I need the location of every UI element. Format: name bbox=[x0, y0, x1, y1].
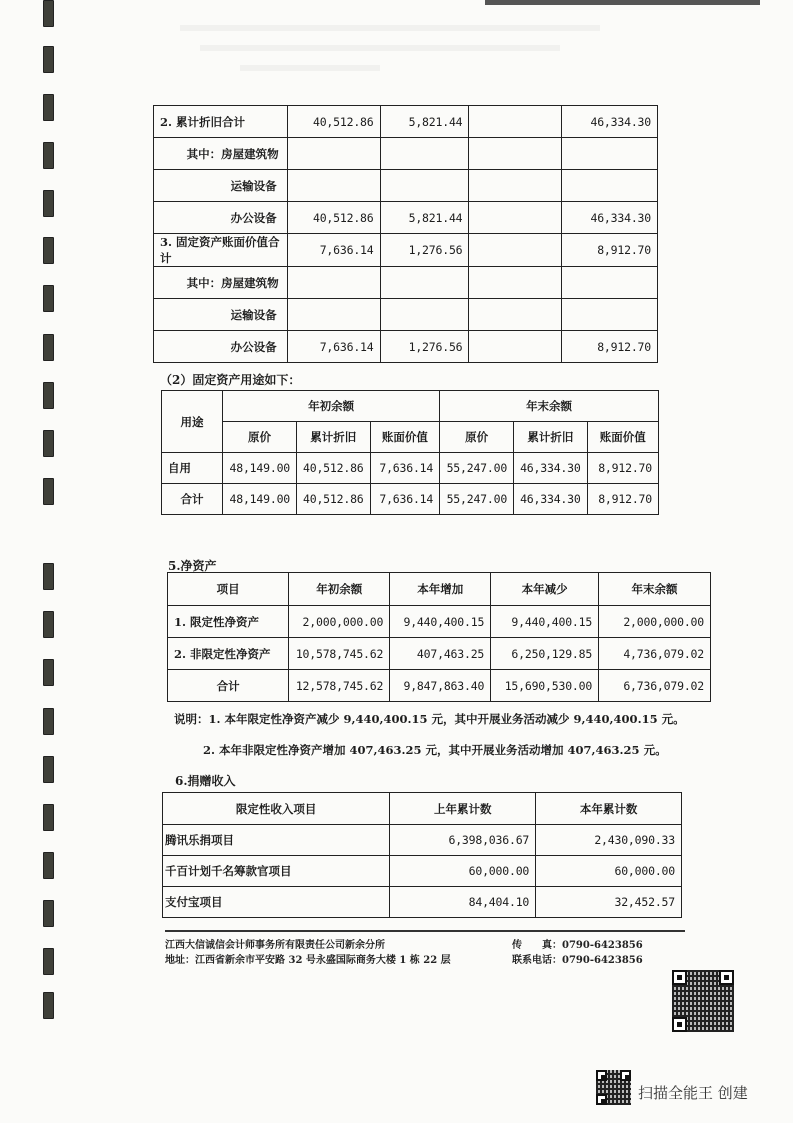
sub-header: 账面价值 bbox=[587, 422, 658, 453]
cell-value: 84,404.10 bbox=[390, 887, 536, 918]
cell-value: 46,334.30 bbox=[514, 484, 588, 515]
net-assets-caption: 5.净资产 bbox=[168, 559, 217, 573]
cell-value bbox=[562, 299, 658, 331]
qr-code-icon bbox=[672, 970, 734, 1032]
cell-value: 15,690,530.00 bbox=[491, 670, 599, 702]
binder-hole bbox=[43, 659, 54, 686]
cell-value: 60,000.00 bbox=[390, 856, 536, 887]
row-label: 运输设备 bbox=[154, 170, 288, 202]
cell-value: 1,276.56 bbox=[380, 234, 469, 267]
cell-value bbox=[380, 267, 469, 299]
cell-value: 40,512.86 bbox=[297, 484, 371, 515]
scanner-watermark: 扫描全能王 创建 bbox=[638, 1084, 748, 1102]
scanner-app-qr-icon bbox=[596, 1070, 631, 1105]
column-header: 本年累计数 bbox=[536, 793, 682, 825]
header-end-balance: 年末余额 bbox=[440, 391, 659, 422]
cell-value bbox=[562, 170, 658, 202]
cell-value bbox=[380, 138, 469, 170]
cell-value: 12,578,745.62 bbox=[289, 670, 390, 702]
binder-hole bbox=[43, 852, 54, 879]
column-header: 本年减少 bbox=[491, 573, 599, 606]
binder-hole bbox=[43, 611, 54, 638]
table-row bbox=[168, 638, 711, 670]
table-row bbox=[154, 138, 658, 170]
binder-hole bbox=[43, 334, 54, 361]
binder-hole bbox=[43, 478, 54, 505]
cell-value: 48,149.00 bbox=[223, 453, 297, 484]
sub-header: 原价 bbox=[440, 422, 514, 453]
cell-value: 7,636.14 bbox=[370, 484, 440, 515]
column-header: 项目 bbox=[168, 573, 289, 606]
cell-value: 55,247.00 bbox=[440, 484, 514, 515]
row-label: 2. 非限定性净资产 bbox=[168, 638, 289, 670]
binder-hole bbox=[43, 430, 54, 457]
binder-hole bbox=[43, 900, 54, 927]
header-begin-balance: 年初余额 bbox=[223, 391, 440, 422]
cell-value bbox=[469, 267, 562, 299]
table-row bbox=[168, 606, 711, 638]
cell-value: 8,912.70 bbox=[587, 484, 658, 515]
cell-value: 7,636.14 bbox=[370, 453, 440, 484]
column-header: 年初余额 bbox=[289, 573, 390, 606]
sub-header: 原价 bbox=[223, 422, 297, 453]
footer-address: 地址：江西省新余市平安路 32 号永盛国际商务大楼 1 栋 22 层 bbox=[165, 955, 451, 966]
cell-value: 32,452.57 bbox=[536, 887, 682, 918]
table-row bbox=[163, 887, 682, 918]
table-row bbox=[163, 825, 682, 856]
cell-value bbox=[287, 138, 380, 170]
table-row bbox=[154, 106, 658, 138]
cell-value bbox=[380, 299, 469, 331]
row-label: 办公设备 bbox=[154, 202, 288, 234]
net-assets-note-1: 说明：1. 本年限定性净资产减少 9,440,400.15 元，其中开展业务活动减少 9,440,400.15 元。 bbox=[174, 712, 685, 726]
cell-value: 2,000,000.00 bbox=[599, 606, 711, 638]
bleed-through bbox=[200, 45, 560, 51]
table-row bbox=[154, 331, 658, 363]
row-label: 办公设备 bbox=[154, 331, 288, 363]
cell-value: 9,440,400.15 bbox=[390, 606, 491, 638]
row-label: 自用 bbox=[162, 453, 223, 484]
column-header: 本年增加 bbox=[390, 573, 491, 606]
cell-value: 46,334.30 bbox=[562, 202, 658, 234]
usage-section-caption: （2）固定资产用途如下： bbox=[160, 373, 301, 387]
sub-header: 累计折旧 bbox=[514, 422, 588, 453]
usage-table bbox=[161, 390, 659, 515]
scan-edge-shadow bbox=[485, 0, 760, 5]
cell-value: 8,912.70 bbox=[562, 234, 658, 267]
binder-hole bbox=[43, 756, 54, 783]
donation-table bbox=[162, 792, 682, 918]
cell-value bbox=[287, 267, 380, 299]
cell-value: 7,636.14 bbox=[287, 234, 380, 267]
cell-value bbox=[469, 202, 562, 234]
cell-value: 8,912.70 bbox=[587, 453, 658, 484]
footer-divider bbox=[165, 930, 685, 932]
row-label: 合计 bbox=[162, 484, 223, 515]
cell-value bbox=[469, 106, 562, 138]
cell-value: 55,247.00 bbox=[440, 453, 514, 484]
cell-value: 407,463.25 bbox=[390, 638, 491, 670]
cell-value bbox=[469, 331, 562, 363]
cell-value: 7,636.14 bbox=[287, 331, 380, 363]
cell-value bbox=[287, 170, 380, 202]
cell-value bbox=[469, 299, 562, 331]
binder-hole bbox=[43, 190, 54, 217]
row-label: 2. 累计折旧合计 bbox=[154, 106, 288, 138]
bleed-through bbox=[180, 25, 600, 31]
binder-hole bbox=[43, 0, 54, 27]
cell-value bbox=[562, 267, 658, 299]
table-row bbox=[162, 453, 659, 484]
sub-header: 累计折旧 bbox=[297, 422, 371, 453]
cell-value: 10,578,745.62 bbox=[289, 638, 390, 670]
binder-hole bbox=[43, 804, 54, 831]
cell-value: 6,398,036.67 bbox=[390, 825, 536, 856]
cell-value: 5,821.44 bbox=[380, 106, 469, 138]
cell-value bbox=[469, 170, 562, 202]
table-row bbox=[154, 234, 658, 267]
table-row bbox=[154, 299, 658, 331]
binder-hole bbox=[43, 563, 54, 590]
cell-value: 40,512.86 bbox=[297, 453, 371, 484]
binder-hole bbox=[43, 285, 54, 312]
cell-value: 1,276.56 bbox=[380, 331, 469, 363]
cell-value bbox=[287, 299, 380, 331]
table-row bbox=[154, 267, 658, 299]
net-assets-note-2: 2. 本年非限定性净资产增加 407,463.25 元，其中开展业务活动增加 407,463.25 元。 bbox=[203, 743, 667, 757]
table-row bbox=[162, 484, 659, 515]
cell-value bbox=[380, 170, 469, 202]
cell-value: 46,334.30 bbox=[562, 106, 658, 138]
cell-value bbox=[469, 234, 562, 267]
footer-phone: 联系电话：0790-6423856 bbox=[512, 955, 643, 966]
row-label: 运输设备 bbox=[154, 299, 288, 331]
row-label: 1. 限定性净资产 bbox=[168, 606, 289, 638]
sub-header: 账面价值 bbox=[370, 422, 440, 453]
fixed-asset-table bbox=[153, 105, 658, 363]
binder-hole bbox=[43, 992, 54, 1019]
binder-hole bbox=[43, 46, 54, 73]
cell-value: 9,847,863.40 bbox=[390, 670, 491, 702]
cell-value: 2,000,000.00 bbox=[289, 606, 390, 638]
header-usage: 用途 bbox=[162, 391, 223, 453]
row-label: 其中：房屋建筑物 bbox=[154, 138, 288, 170]
row-label: 支付宝项目 bbox=[163, 887, 390, 918]
cell-value: 9,440,400.15 bbox=[491, 606, 599, 638]
cell-value bbox=[562, 138, 658, 170]
cell-value: 6,250,129.85 bbox=[491, 638, 599, 670]
donation-caption: 6.捐赠收入 bbox=[175, 774, 236, 788]
table-row bbox=[154, 170, 658, 202]
cell-value: 40,512.86 bbox=[287, 106, 380, 138]
binder-hole bbox=[43, 948, 54, 975]
footer-fax: 传 真：0790-6423856 bbox=[512, 940, 643, 951]
row-label: 3. 固定资产账面价值合计 bbox=[154, 234, 288, 267]
cell-value: 60,000.00 bbox=[536, 856, 682, 887]
binder-hole bbox=[43, 382, 54, 409]
binder-hole bbox=[43, 708, 54, 735]
footer-firm-name: 江西大信诚信会计师事务所有限责任公司新余分所 bbox=[165, 940, 385, 951]
cell-value: 48,149.00 bbox=[223, 484, 297, 515]
binder-hole bbox=[43, 94, 54, 121]
binder-hole bbox=[43, 142, 54, 169]
cell-value: 6,736,079.02 bbox=[599, 670, 711, 702]
row-label: 其中：房屋建筑物 bbox=[154, 267, 288, 299]
bleed-through bbox=[240, 65, 380, 71]
row-label: 合计 bbox=[168, 670, 289, 702]
row-label: 腾讯乐捐项目 bbox=[163, 825, 390, 856]
row-label: 千百计划千名筹款官项目 bbox=[163, 856, 390, 887]
cell-value: 46,334.30 bbox=[514, 453, 588, 484]
cell-value bbox=[469, 138, 562, 170]
cell-value: 40,512.86 bbox=[287, 202, 380, 234]
cell-value: 8,912.70 bbox=[562, 331, 658, 363]
column-header: 年末余额 bbox=[599, 573, 711, 606]
column-header: 上年累计数 bbox=[390, 793, 536, 825]
cell-value: 2,430,090.33 bbox=[536, 825, 682, 856]
cell-value: 5,821.44 bbox=[380, 202, 469, 234]
cell-value: 4,736,079.02 bbox=[599, 638, 711, 670]
column-header: 限定性收入项目 bbox=[163, 793, 390, 825]
table-row bbox=[168, 670, 711, 702]
table-row bbox=[163, 856, 682, 887]
table-row bbox=[154, 202, 658, 234]
net-assets-table bbox=[167, 572, 711, 702]
binder-hole bbox=[43, 237, 54, 264]
